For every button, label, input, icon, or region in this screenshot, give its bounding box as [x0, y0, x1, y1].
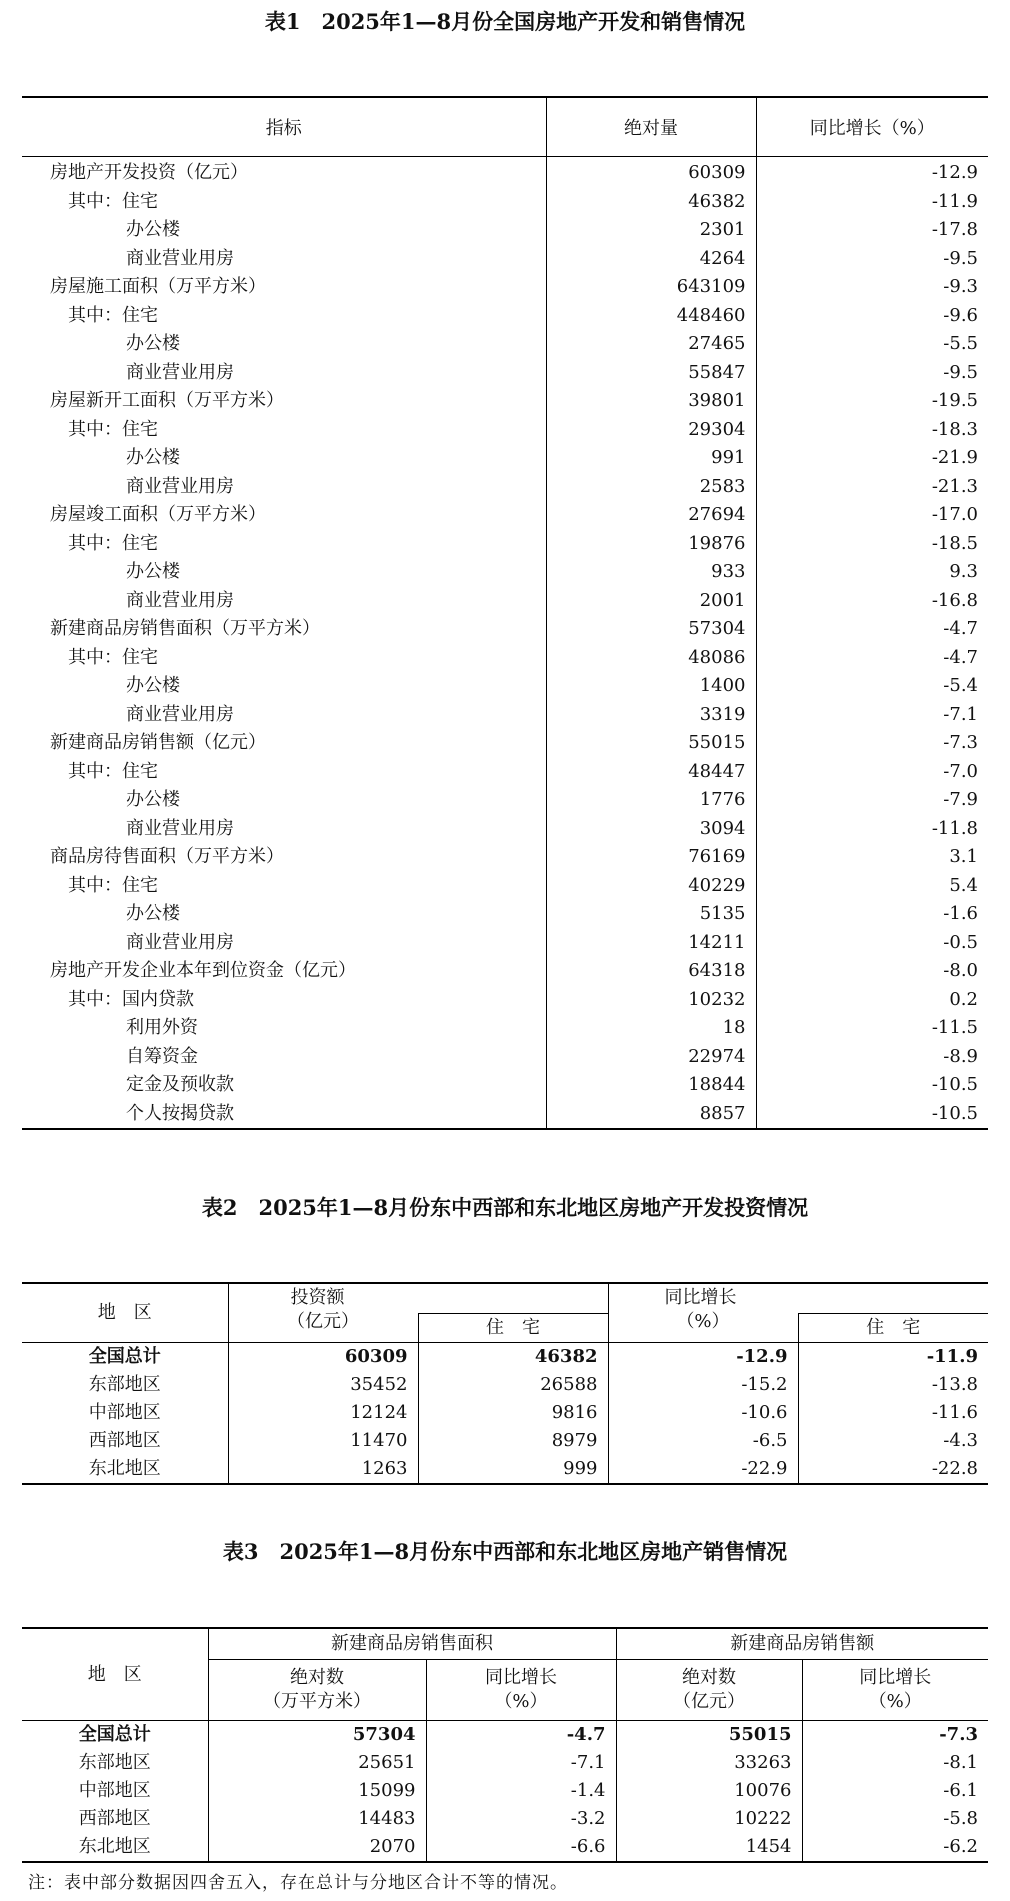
row-amount: 55015 — [616, 1721, 802, 1750]
table-row — [22, 1455, 988, 1484]
table3-header-area-abs — [208, 1660, 426, 1721]
table-row — [22, 444, 988, 473]
row-value: 2001 — [546, 587, 756, 616]
row-value: 60309 — [546, 157, 756, 188]
row-region: 东部地区 — [88, 1374, 161, 1395]
table-row — [22, 1399, 988, 1427]
row-growth: -12.9 — [608, 1343, 798, 1372]
row-growth-residential: -22.8 — [798, 1455, 988, 1484]
table2-title: 表2 2025年1—8月份东中西部和东北地区房地产开发投资情况 — [201, 1195, 809, 1220]
table-row — [22, 815, 988, 844]
row-amount-growth: -5.8 — [802, 1805, 988, 1833]
table3-header-sales-area: 新建商品房销售面积 — [208, 1628, 616, 1660]
row-region: 中部地区 — [78, 1780, 151, 1801]
row-area-growth: -4.7 — [426, 1721, 616, 1750]
row-area-growth: -6.6 — [426, 1833, 616, 1862]
table-row — [22, 786, 988, 815]
row-label: 商业营业用房 — [126, 247, 234, 269]
row-area: 57304 — [208, 1721, 426, 1750]
table3-header-amount-growth-label: 同比增长 — [859, 1667, 932, 1688]
table1-header-indicator: 指标 — [22, 97, 546, 157]
row-value: 19876 — [546, 530, 756, 559]
row-value: 2583 — [546, 473, 756, 502]
row-growth: -19.5 — [756, 387, 988, 416]
row-growth: -6.5 — [608, 1427, 798, 1455]
row-label: 商业营业用房 — [126, 817, 234, 839]
row-growth: -17.0 — [756, 501, 988, 530]
row-amount: 10222 — [616, 1805, 802, 1833]
row-label: 其中：国内贷款 — [68, 988, 194, 1010]
table1-header-growth: 同比增长（%） — [756, 97, 988, 157]
table2 — [22, 1282, 988, 1485]
row-region: 东北地区 — [88, 1458, 161, 1479]
table-row — [22, 302, 988, 331]
table3-title: 表3 2025年1—8月份东中西部和东北地区房地产销售情况 — [222, 1539, 788, 1564]
table-row — [22, 672, 988, 701]
row-value: 5135 — [546, 900, 756, 929]
row-region: 西部地区 — [78, 1808, 151, 1829]
row-value: 57304 — [546, 615, 756, 644]
table2-header-residential: 住 宅 — [418, 1313, 608, 1343]
row-area-growth: -3.2 — [426, 1805, 616, 1833]
table3-header-area-unit: （万平方米） — [263, 1691, 371, 1712]
table3-header-amount-abs — [616, 1660, 802, 1721]
row-value: 64318 — [546, 957, 756, 986]
row-growth: -0.5 — [756, 929, 988, 958]
table3-header-amount-growth-unit: （%） — [868, 1691, 922, 1712]
table-row — [22, 330, 988, 359]
row-value: 1400 — [546, 672, 756, 701]
row-growth: -7.1 — [756, 701, 988, 730]
row-area-growth: -1.4 — [426, 1777, 616, 1805]
table-row — [22, 872, 988, 901]
row-value: 29304 — [546, 416, 756, 445]
row-label: 房屋新开工面积（万平方米） — [50, 390, 284, 412]
row-label: 其中：住宅 — [68, 760, 158, 782]
row-value: 39801 — [546, 387, 756, 416]
row-area: 2070 — [208, 1833, 426, 1862]
row-growth: -7.0 — [756, 758, 988, 787]
table-row — [22, 188, 988, 217]
table-row — [22, 957, 988, 986]
row-region: 西部地区 — [88, 1430, 161, 1451]
row-label: 办公楼 — [126, 789, 180, 811]
row-label: 房屋竣工面积（万平方米） — [50, 504, 266, 526]
table-row — [22, 1721, 988, 1750]
table-row — [22, 530, 988, 559]
table3-header-region: 地 区 — [22, 1628, 208, 1721]
row-growth: -12.9 — [756, 157, 988, 188]
row-region: 东部地区 — [78, 1752, 151, 1773]
row-label: 办公楼 — [126, 561, 180, 583]
row-investment: 12124 — [228, 1399, 418, 1427]
row-area-growth: -7.1 — [426, 1749, 616, 1777]
row-growth: 9.3 — [756, 558, 988, 587]
row-growth: -22.9 — [608, 1455, 798, 1484]
row-amount: 10076 — [616, 1777, 802, 1805]
table-row — [22, 1043, 988, 1072]
row-growth: 0.2 — [756, 986, 988, 1015]
table3-header-area-growth — [426, 1660, 616, 1721]
table-row — [22, 986, 988, 1015]
table-row — [22, 359, 988, 388]
row-value: 55847 — [546, 359, 756, 388]
table3-header-sales-amount: 新建商品房销售额 — [616, 1628, 988, 1660]
table3-header-area-growth-unit: （%） — [494, 1691, 548, 1712]
row-label: 商业营业用房 — [126, 361, 234, 383]
row-growth: -10.6 — [608, 1399, 798, 1427]
row-value: 2301 — [546, 216, 756, 245]
row-growth: -16.8 — [756, 587, 988, 616]
table2-body — [22, 1343, 988, 1485]
row-residential: 46382 — [418, 1343, 608, 1372]
table-row — [22, 558, 988, 587]
table-row — [22, 1343, 988, 1372]
row-growth: -7.9 — [756, 786, 988, 815]
table2-header-growth-unit: （%） — [608, 1313, 798, 1343]
table1-title: 表1 2025年1—8月份全国房地产开发和销售情况 — [264, 9, 746, 34]
table2-header-growth-residential: 住 宅 — [798, 1313, 988, 1343]
row-label: 其中：住宅 — [68, 646, 158, 668]
row-value: 14211 — [546, 929, 756, 958]
table3-header-amount-abs-label: 绝对数 — [682, 1667, 736, 1688]
row-growth: -15.2 — [608, 1371, 798, 1399]
row-growth: -8.0 — [756, 957, 988, 986]
table3-header-area-growth-label: 同比增长 — [485, 1667, 557, 1688]
table-row — [22, 157, 988, 188]
row-value: 48086 — [546, 644, 756, 673]
table-row — [22, 1833, 988, 1862]
row-value: 55015 — [546, 729, 756, 758]
row-investment: 1263 — [228, 1455, 418, 1484]
table2-header-region: 地 区 — [22, 1283, 228, 1343]
row-label: 其中：住宅 — [68, 532, 158, 554]
table1-header-row — [22, 97, 988, 157]
table-row — [22, 615, 988, 644]
row-label: 办公楼 — [126, 447, 180, 469]
row-region: 全国总计 — [78, 1724, 151, 1745]
row-area: 15099 — [208, 1777, 426, 1805]
row-growth: 3.1 — [756, 843, 988, 872]
row-growth-residential: -4.3 — [798, 1427, 988, 1455]
row-label: 自筹资金 — [126, 1045, 198, 1067]
table3-header-area-abs-label: 绝对数 — [290, 1667, 344, 1688]
row-value: 448460 — [546, 302, 756, 331]
row-area: 14483 — [208, 1805, 426, 1833]
row-value: 1776 — [546, 786, 756, 815]
row-amount: 1454 — [616, 1833, 802, 1862]
row-region: 中部地区 — [88, 1402, 161, 1423]
row-label: 办公楼 — [126, 333, 180, 355]
table-row — [22, 758, 988, 787]
row-label: 房地产开发投资（亿元） — [50, 162, 248, 184]
table-row — [22, 929, 988, 958]
row-growth: 5.4 — [756, 872, 988, 901]
row-value: 48447 — [546, 758, 756, 787]
table-row — [22, 245, 988, 274]
table-row — [22, 273, 988, 302]
row-label: 其中：住宅 — [68, 304, 158, 326]
table2-header-investment: 投资额 — [228, 1283, 608, 1313]
table-row — [22, 501, 988, 530]
table-row — [22, 843, 988, 872]
row-label: 办公楼 — [126, 903, 180, 925]
row-label: 其中：住宅 — [68, 190, 158, 212]
row-value: 8857 — [546, 1100, 756, 1130]
row-value: 76169 — [546, 843, 756, 872]
row-value: 22974 — [546, 1043, 756, 1072]
row-amount-growth: -7.3 — [802, 1721, 988, 1750]
table-row — [22, 473, 988, 502]
row-growth: -18.3 — [756, 416, 988, 445]
table-row — [22, 729, 988, 758]
row-label: 办公楼 — [126, 219, 180, 241]
table-row — [22, 1071, 988, 1100]
row-value: 27465 — [546, 330, 756, 359]
row-growth: -5.5 — [756, 330, 988, 359]
row-label: 商业营业用房 — [126, 475, 234, 497]
table-row — [22, 1371, 988, 1399]
row-value: 18844 — [546, 1071, 756, 1100]
row-growth-residential: -13.8 — [798, 1371, 988, 1399]
table-row — [22, 1777, 988, 1805]
row-label: 利用外资 — [126, 1017, 198, 1039]
row-growth: -21.9 — [756, 444, 988, 473]
table3-body — [22, 1721, 988, 1863]
row-label: 商业营业用房 — [126, 589, 234, 611]
table-row — [22, 1427, 988, 1455]
row-label: 其中：住宅 — [68, 418, 158, 440]
row-growth: -4.7 — [756, 615, 988, 644]
row-value: 3319 — [546, 701, 756, 730]
row-growth: -9.5 — [756, 245, 988, 274]
row-growth: -5.4 — [756, 672, 988, 701]
row-growth: -8.9 — [756, 1043, 988, 1072]
row-value: 10232 — [546, 986, 756, 1015]
table1 — [22, 96, 988, 1130]
table1-header-absolute: 绝对量 — [546, 97, 756, 157]
row-growth: -4.7 — [756, 644, 988, 673]
row-growth: -9.6 — [756, 302, 988, 331]
row-label: 商品房待售面积（万平方米） — [50, 846, 284, 868]
row-growth: -11.5 — [756, 1014, 988, 1043]
row-value: 933 — [546, 558, 756, 587]
row-area: 25651 — [208, 1749, 426, 1777]
table-row — [22, 587, 988, 616]
row-label: 个人按揭贷款 — [126, 1102, 234, 1124]
row-amount: 33263 — [616, 1749, 802, 1777]
table-row — [22, 1805, 988, 1833]
row-value: 643109 — [546, 273, 756, 302]
row-label: 房地产开发企业本年到位资金（亿元） — [50, 960, 356, 982]
row-label: 其中：住宅 — [68, 874, 158, 896]
row-label: 商业营业用房 — [126, 931, 234, 953]
table2-header-growth: 同比增长 — [608, 1283, 988, 1313]
row-label: 商业营业用房 — [126, 703, 234, 725]
row-label: 新建商品房销售面积（万平方米） — [50, 618, 320, 640]
row-growth: -11.9 — [756, 188, 988, 217]
row-residential: 8979 — [418, 1427, 608, 1455]
row-label: 新建商品房销售额（亿元） — [50, 732, 266, 754]
table3 — [22, 1627, 988, 1863]
table-row — [22, 216, 988, 245]
row-investment: 60309 — [228, 1343, 418, 1372]
row-growth: -17.8 — [756, 216, 988, 245]
table3-header-amount-unit: （亿元） — [673, 1691, 745, 1712]
row-value: 991 — [546, 444, 756, 473]
footnote: 注：表中部分数据因四舍五入，存在总计与分地区合计不等的情况。 — [28, 1873, 568, 1893]
row-value: 18 — [546, 1014, 756, 1043]
row-amount-growth: -6.1 — [802, 1777, 988, 1805]
row-residential: 999 — [418, 1455, 608, 1484]
row-growth-residential: -11.9 — [798, 1343, 988, 1372]
row-growth: -1.6 — [756, 900, 988, 929]
row-region: 东北地区 — [78, 1836, 151, 1857]
row-growth: -18.5 — [756, 530, 988, 559]
table3-header-amount-growth — [802, 1660, 988, 1721]
row-growth: -9.3 — [756, 273, 988, 302]
table-row — [22, 644, 988, 673]
row-value: 27694 — [546, 501, 756, 530]
row-growth: -9.5 — [756, 359, 988, 388]
row-label: 办公楼 — [126, 675, 180, 697]
table-row — [22, 701, 988, 730]
row-residential: 26588 — [418, 1371, 608, 1399]
row-label: 定金及预收款 — [126, 1074, 234, 1096]
row-label: 房屋施工面积（万平方米） — [50, 276, 266, 298]
row-amount-growth: -6.2 — [802, 1833, 988, 1862]
row-growth: -21.3 — [756, 473, 988, 502]
row-growth-residential: -11.6 — [798, 1399, 988, 1427]
row-value: 4264 — [546, 245, 756, 274]
row-region: 全国总计 — [88, 1346, 161, 1367]
table-row — [22, 1749, 988, 1777]
table-row — [22, 1014, 988, 1043]
row-residential: 9816 — [418, 1399, 608, 1427]
row-amount-growth: -8.1 — [802, 1749, 988, 1777]
row-value: 3094 — [546, 815, 756, 844]
table-row — [22, 1100, 988, 1130]
row-growth: -10.5 — [756, 1071, 988, 1100]
row-investment: 11470 — [228, 1427, 418, 1455]
table-row — [22, 416, 988, 445]
row-investment: 35452 — [228, 1371, 418, 1399]
table-row — [22, 387, 988, 416]
row-growth: -7.3 — [756, 729, 988, 758]
table1-body — [22, 157, 988, 1130]
table2-header-investment-unit: （亿元） — [228, 1313, 418, 1343]
row-growth: -10.5 — [756, 1100, 988, 1130]
row-value: 40229 — [546, 872, 756, 901]
row-growth: -11.8 — [756, 815, 988, 844]
row-value: 46382 — [546, 188, 756, 217]
table-row — [22, 900, 988, 929]
